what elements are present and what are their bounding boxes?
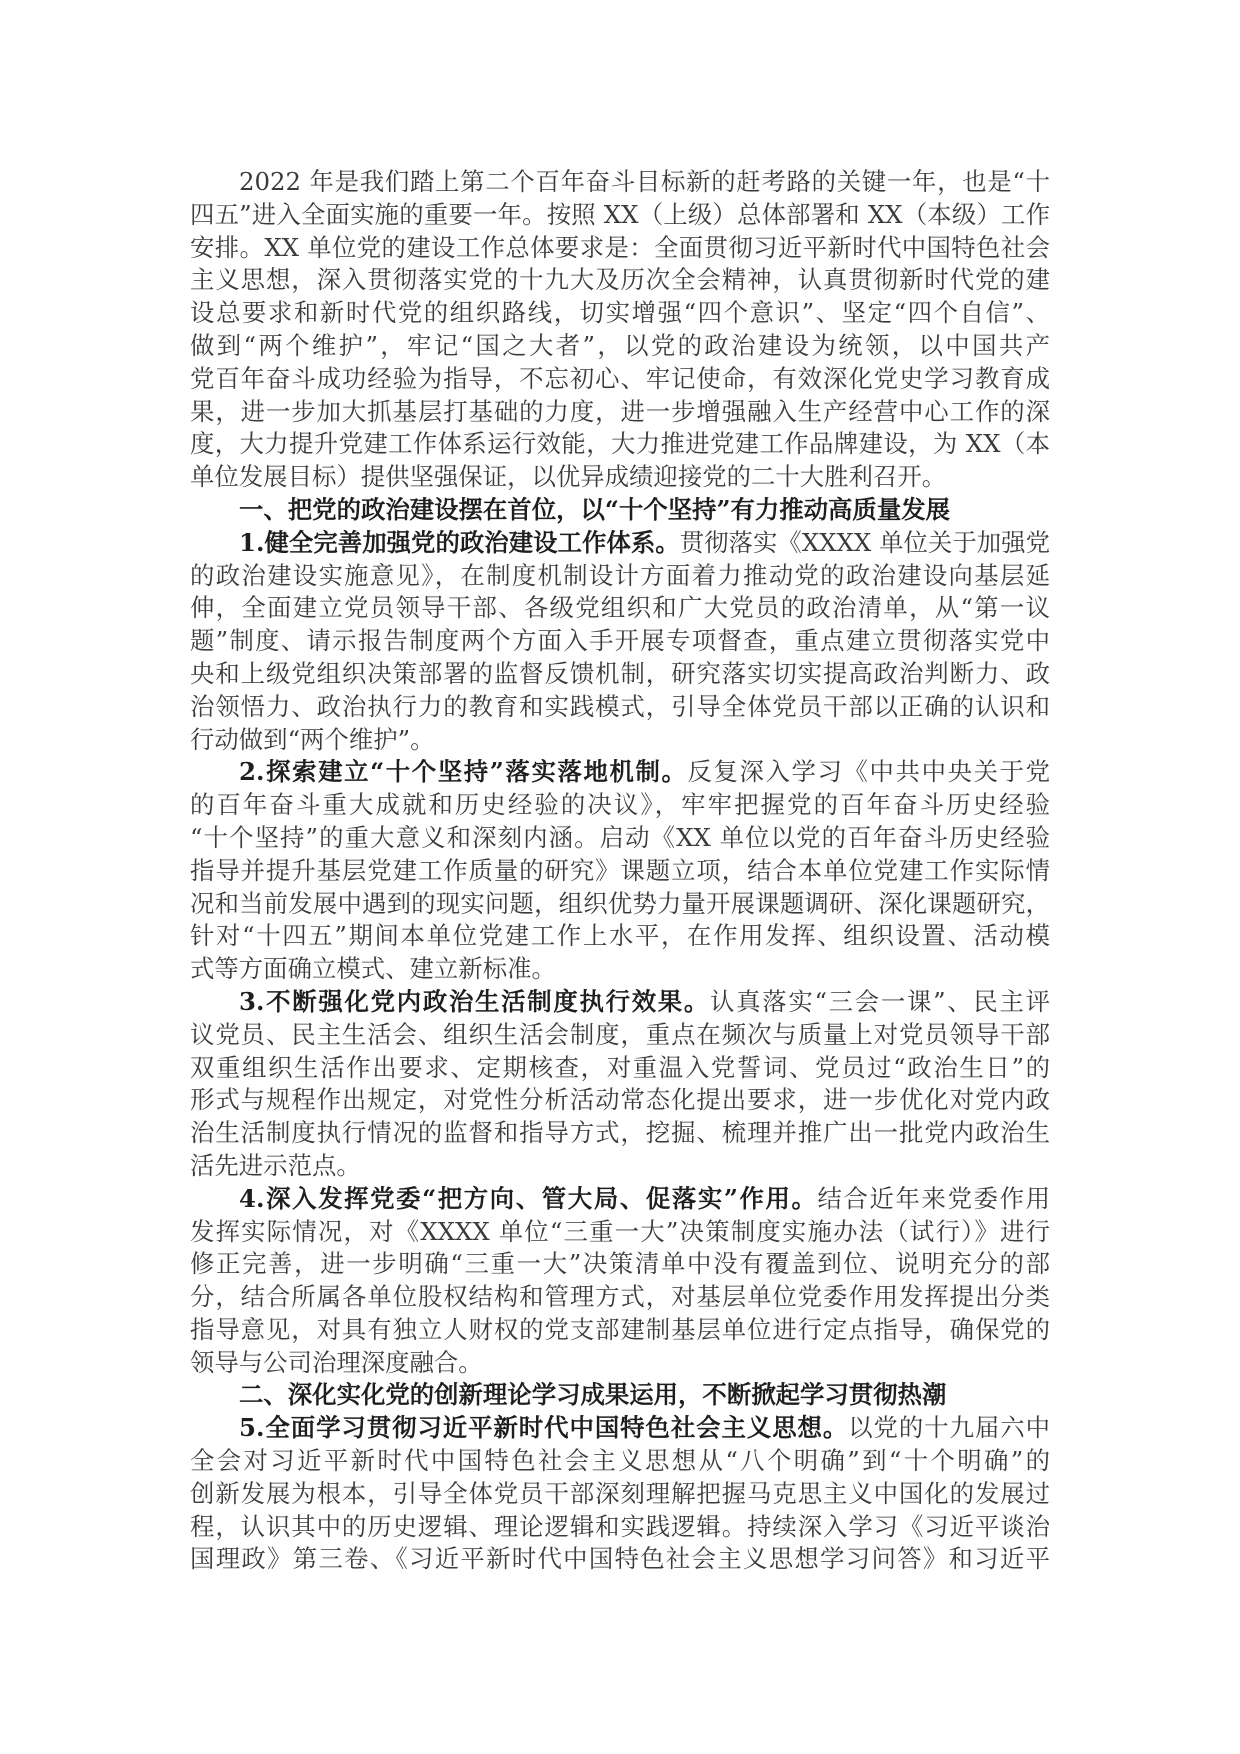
- line-text: “十个坚持”的重大意义和深刻内涵。启动《XX 单位以党的百年奋斗历史经验: [190, 822, 1050, 852]
- paragraph-line: [190, 658, 1050, 691]
- line-text: 设总要求和新时代党的组织路线，切实增强“四个意识”、坚定“四个自信”、: [190, 298, 1050, 328]
- paragraph-line: [190, 527, 1050, 560]
- line-text: 度，大力提升党建工作体系运行效能，大力推进党建工作品牌建设，为 XX（本: [190, 429, 1050, 459]
- paragraph-line: [190, 1216, 1050, 1249]
- line-text: 的百年奋斗重大成就和历史经验的决议》，牢牢把握党的百年奋斗历史经验: [190, 790, 1050, 820]
- paragraph-line: [190, 691, 1050, 724]
- paragraph-line: [190, 232, 1050, 265]
- line-text: 指导并提升基层党建工作质量的研究》课题立项，结合本单位党建工作实际情: [190, 855, 1050, 885]
- line-text: 主义思想，深入贯彻落实党的十九大及历次全会精神，认真贯彻新时代党的建: [190, 265, 1050, 295]
- line-text: 发挥实际情况，对《XXXX 单位“三重一大”决策制度实施办法（试行）》进行: [190, 1216, 1050, 1246]
- line-text: 式等方面确立模式、建立新标准。: [190, 954, 556, 984]
- line-text: 以党的十九届六中: [848, 1413, 1050, 1443]
- paragraph-line: [190, 199, 1050, 232]
- paragraph-line: [190, 297, 1050, 330]
- paragraph-line: [190, 592, 1050, 625]
- paragraph-line: [190, 625, 1050, 658]
- paragraph-line: [190, 1543, 1050, 1576]
- line-text: 做到“两个维护”，牢记“国之大者”，以党的政治建设为统领，以中国共产: [190, 330, 1050, 360]
- item-title: 4.深入发挥党委“把方向、管大局、促落实”作用。: [239, 1183, 818, 1213]
- paragraph-line: [190, 264, 1050, 297]
- paragraph-line: [190, 1478, 1050, 1511]
- line-text: 国理政》第三卷、《习近平新时代中国特色社会主义思想学习问答》和习近平: [190, 1544, 1050, 1574]
- paragraph-line: [190, 396, 1050, 429]
- paragraph-line: [190, 756, 1050, 789]
- paragraph-line: [190, 166, 1050, 199]
- line-text: 全会对习近平新时代中国特色社会主义思想从“八个明确”到“十个明确”的: [190, 1446, 1050, 1476]
- line-text: 央和上级党组织决策部署的监督反馈机制，研究落实切实提高政治判断力、政: [190, 658, 1050, 688]
- body-paragraph: [190, 166, 1050, 494]
- section-heading: 二、深化实化党的创新理论学习成果运用，不断掀起学习贯彻热潮: [239, 1380, 947, 1410]
- paragraph-line: [190, 560, 1050, 593]
- body-paragraph: [190, 756, 1050, 986]
- paragraph-line: [190, 1412, 1050, 1445]
- paragraph-line: [190, 1347, 1050, 1380]
- line-text: 题”制度、请示报告制度两个方面入手开展专项督查，重点建立贯彻落实党中: [190, 626, 1050, 656]
- paragraph-line: [190, 920, 1050, 953]
- paragraph-line: [190, 1281, 1050, 1314]
- paragraph-line: [190, 1117, 1050, 1150]
- item-title: 1.健全完善加强党的政治建设工作体系。: [239, 527, 680, 557]
- line-text: 2022 年是我们踏上第二个百年奋斗目标新的赶考路的关键一年，也是“十: [239, 167, 1050, 196]
- line-text: 行动做到“两个维护”。: [190, 724, 435, 754]
- line-text: 治领悟力、政治执行力的教育和实践模式，引导全体党员干部以正确的认识和: [190, 691, 1050, 721]
- line-text: 指导意见，对具有独立人财权的党支部建制基层单位进行定点指导，确保党的: [190, 1314, 1050, 1344]
- line-text: 领导与公司治理深度融合。: [190, 1347, 483, 1377]
- paragraph-line: [190, 724, 1050, 757]
- item-title: 3.不断强化党内政治生活制度执行效果。: [239, 986, 711, 1016]
- line-text: 分，结合所属各单位股权结构和管理方式，对基层单位党委作用发挥提出分类: [190, 1282, 1050, 1312]
- paragraph-line: [190, 1183, 1050, 1216]
- line-text: 修正完善，进一步明确“三重一大”决策清单中没有覆盖到位、说明充分的部: [190, 1249, 1050, 1279]
- line-text: 四五”进入全面实施的重要一年。按照 XX（上级）总体部署和 XX（本级）工作: [190, 199, 1050, 229]
- line-text: 创新发展为根本，引导全体党员干部深刻理解把握马克思主义中国化的发展过: [190, 1478, 1050, 1508]
- paragraph-line: [190, 428, 1050, 461]
- line-text: 的政治建设实施意见》，在制度机制设计方面着力推动党的政治建设向基层延: [190, 560, 1050, 590]
- line-text: 程，认识其中的历史逻辑、理论逻辑和实践逻辑。持续深入学习《习近平谈治: [190, 1511, 1050, 1541]
- body-paragraph: [190, 1412, 1050, 1576]
- paragraph-line: [190, 1052, 1050, 1085]
- document-page: [190, 166, 1050, 1576]
- line-text: 活先进示范点。: [190, 1150, 361, 1180]
- line-text: 伸，全面建立党员领导干部、各级党组织和广大党员的政治清单，从“第一议: [190, 593, 1050, 623]
- item-title: 5.全面学习贯彻习近平新时代中国特色社会主义思想。: [239, 1413, 849, 1443]
- line-text: 议党员、民主生活会、组织生活会制度，重点在频次与质量上对党员领导干部: [190, 1019, 1050, 1049]
- line-text: 认真落实“三会一课”、民主评: [710, 986, 1050, 1016]
- line-text: 针对“十四五”期间本单位党建工作上水平，在作用发挥、组织设置、活动模: [190, 921, 1050, 951]
- body-paragraph: [190, 1183, 1050, 1380]
- paragraph-line: [190, 888, 1050, 921]
- line-text: 党百年奋斗成功经验为指导，不忘初心、牢记使命，有效深化党史学习教育成: [190, 363, 1050, 393]
- line-text: 贯彻落实《XXXX 单位关于加强党: [679, 527, 1050, 557]
- line-text: 双重组织生活作出要求、定期核查，对重温入党誓词、党员过“政治生日”的: [190, 1052, 1050, 1082]
- paragraph-line: [190, 953, 1050, 986]
- paragraph-line: [190, 1511, 1050, 1544]
- body-paragraph: [190, 527, 1050, 757]
- paragraph-line: [190, 1150, 1050, 1183]
- paragraph-line: [190, 1445, 1050, 1478]
- paragraph-line: [190, 822, 1050, 855]
- line-text: 反复深入学习《中共中央关于党: [687, 757, 1050, 787]
- line-text: 果，进一步加大抓基层打基础的力度，进一步增强融入生产经营中心工作的深: [190, 396, 1050, 426]
- paragraph-line: [190, 855, 1050, 888]
- item-title: 2.探索建立“十个坚持”落实落地机制。: [239, 757, 688, 787]
- paragraph-line: [190, 1248, 1050, 1281]
- line-text: 况和当前发展中遇到的现实问题，组织优势力量开展课题调研、深化课题研究，: [190, 888, 1050, 918]
- line-text: 结合近年来党委作用: [817, 1183, 1050, 1213]
- paragraph-line: [190, 1019, 1050, 1052]
- paragraph-line: [190, 789, 1050, 822]
- paragraph-line: [190, 1084, 1050, 1117]
- section-heading: 一、把党的政治建设摆在首位，以“十个坚持”有力推动高质量发展: [239, 494, 950, 524]
- paragraph-line: [190, 330, 1050, 363]
- paragraph-line: [190, 1314, 1050, 1347]
- line-text: 形式与规程作出规定，对党性分析活动常态化提出要求，进一步优化对党内政: [190, 1085, 1050, 1115]
- line-text: 安排。XX 单位党的建设工作总体要求是：全面贯彻习近平新时代中国特色社会: [190, 232, 1050, 262]
- paragraph-line: [190, 363, 1050, 396]
- line-text: 单位发展目标）提供坚强保证，以优异成绩迎接党的二十大胜利召开。: [190, 462, 947, 492]
- body-paragraph: [190, 986, 1050, 1183]
- paragraph-line: [190, 461, 1050, 494]
- line-text: 治生活制度执行情况的监督和指导方式，挖掘、梳理并推广出一批党内政治生: [190, 1118, 1050, 1148]
- paragraph-line: [190, 986, 1050, 1019]
